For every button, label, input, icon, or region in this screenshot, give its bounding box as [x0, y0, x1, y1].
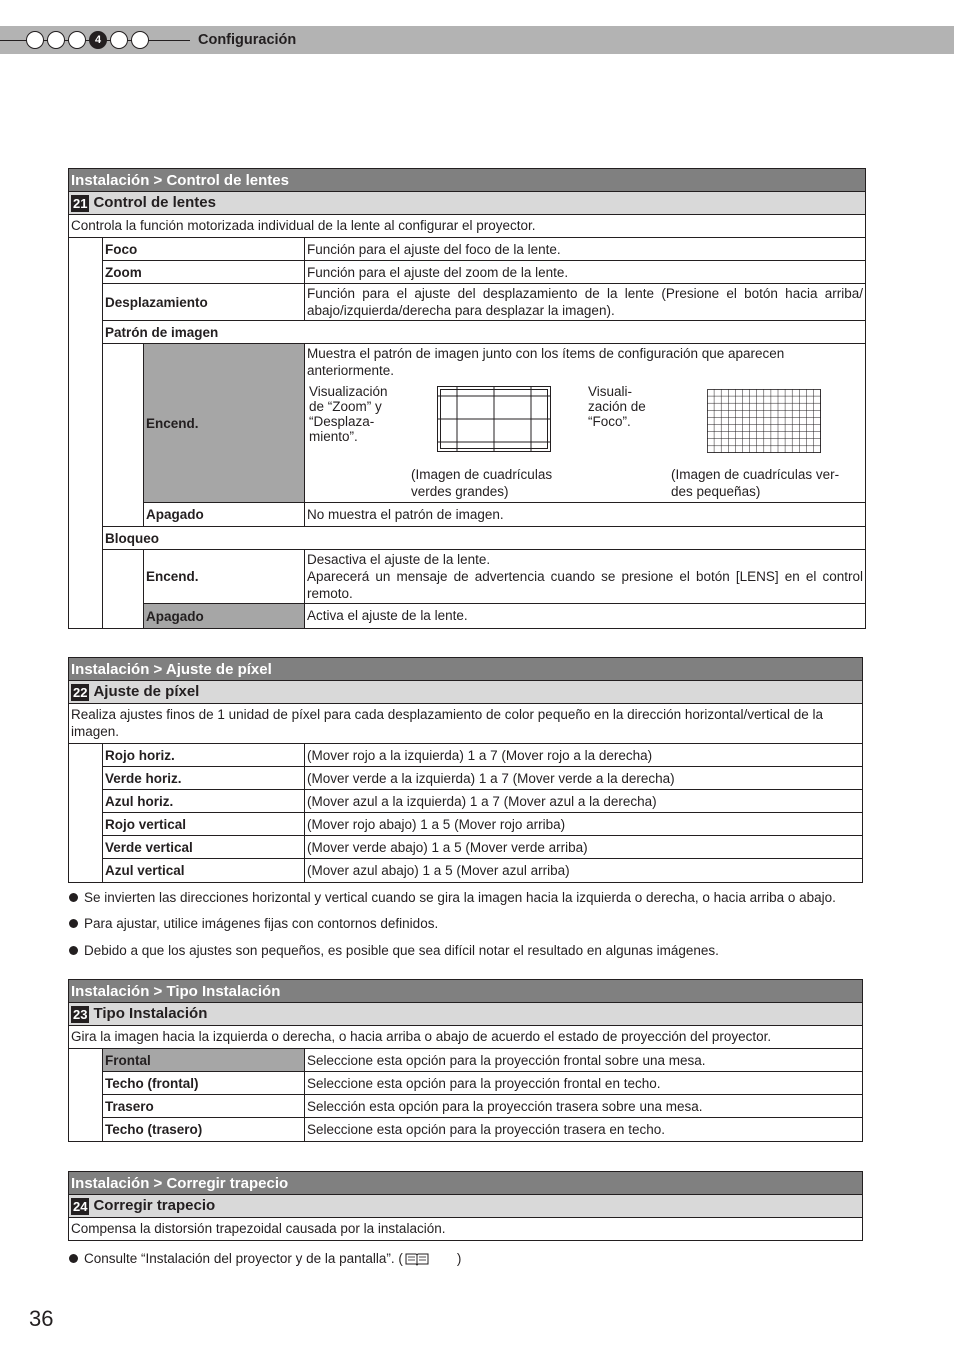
section-description: Realiza ajustes finos de 1 unidad de píxel para cada desplazamiento de color pequeño en la dirección horizontal/vertical de la imagen. [69, 704, 862, 744]
row-label: Patrón de imagen [105, 324, 219, 340]
row-label: Zoom [103, 261, 305, 283]
large-grid-caption: (Imagen de cuadrículas verdes grandes) [411, 467, 553, 499]
table-row [144, 503, 865, 526]
table-row [103, 284, 865, 321]
subsection-label: Ajuste de píxel [93, 683, 200, 700]
chapter-indicator [26, 31, 149, 49]
row-value: Selección esta opción para la proyección trasera sobre una mesa. [307, 1099, 703, 1114]
row-value: Activa el ajuste de la lente. [307, 608, 468, 623]
note-text: Consulte “Instalación del proyector y de la pantalla”. ( [84, 1251, 403, 1266]
table-row [103, 859, 862, 882]
row-label: Apagado [144, 503, 305, 526]
lock-label-row [103, 527, 865, 550]
row-label: Rojo horiz. [103, 744, 305, 766]
table-row [103, 836, 862, 859]
row-label: Rojo vertical [103, 813, 305, 835]
table-row [103, 1072, 862, 1095]
small-grid-caption: (Imagen de cuadrículas ver- des pequeñas) [671, 467, 840, 499]
bullet-icon [69, 919, 78, 928]
page-number: 36 [29, 1306, 54, 1331]
note-text: Se invierten las direcciones horizontal y vertical cuando se gira la imagen hacia la izquierda o derecha, o hacia arriba o abajo. [84, 890, 836, 905]
subsection-label: Corregir trapecio [93, 1197, 216, 1214]
row-label: Verde vertical [103, 836, 305, 858]
row-label: Encend. [144, 550, 305, 603]
row-label: Bloqueo [105, 530, 159, 546]
pattern-label-row [103, 321, 865, 344]
note-text: Para ajustar, utilice imágenes fijas con contornos definidos. [84, 916, 439, 931]
section-description: Compensa la distorsión trapezoidal causada por la instalación. [71, 1221, 446, 1236]
row-label: Azul vertical [103, 859, 305, 882]
chapter-circle-active-icon: 4 [89, 31, 107, 49]
row-label: Techo (frontal) [103, 1072, 305, 1094]
row-label: Azul horiz. [103, 790, 305, 812]
item-number: 22 [73, 684, 88, 700]
row-value: Seleccione esta opción para la proyección frontal en techo. [307, 1076, 661, 1091]
lens-control-section [68, 168, 866, 629]
table-row [103, 744, 862, 767]
section-title: Instalación > Control de lentes [69, 169, 865, 192]
subsection-label: Tipo Instalación [93, 1005, 208, 1022]
table-row [103, 813, 862, 836]
row-value: Seleccione esta opción para la proyección frontal sobre una mesa. [307, 1053, 706, 1068]
row-value: Seleccione esta opción para la proyección trasera en techo. [307, 1122, 665, 1137]
note-text: Debido a que los ajustes son pequeños, es posible que sea difícil notar el resultado en algunas imágenes. [84, 943, 719, 958]
lock-on-cell [305, 550, 865, 603]
bullet-icon [69, 1254, 78, 1263]
pixel-adjust-section [68, 657, 863, 883]
section-description: Controla la función motorizada individual de la lente al configurar el proyector. [69, 215, 865, 238]
row-label: Apagado [144, 604, 305, 628]
table-row [144, 604, 865, 628]
row-value: Función para el ajuste del zoom de la lente. [307, 265, 569, 280]
small-grid-icon [707, 389, 821, 453]
table-row [103, 238, 865, 261]
table-row [103, 1118, 862, 1141]
item-number: 21 [73, 195, 88, 211]
zoom-caption: Visualización de “Zoom” y “Desplaza- miento”. [309, 384, 388, 444]
table-row [103, 261, 865, 284]
row-value: Función para el ajuste del desplazamiento de la lente (Presione el botón hacia arriba/ abajo/izquierda/derecha para desplazar la imagen). [307, 286, 863, 318]
pixel-rows [69, 744, 862, 882]
table-row [144, 344, 865, 503]
row-value: (Mover verde abajo) 1 a 5 (Mover verde arriba) [307, 840, 588, 855]
row-value: Aparecerá un mensaje de advertencia cuando se presione el botón [LENS] en el control remoto. [307, 569, 863, 601]
row-value: (Mover rojo a la izquierda) 1 a 7 (Mover rojo a la derecha) [307, 748, 653, 763]
row-value: (Mover verde a la izquierda) 1 a 7 (Mover verde a la derecha) [307, 771, 675, 786]
install-rows [69, 1049, 862, 1141]
subsection-title [69, 192, 865, 215]
subsection-title [69, 681, 862, 704]
row-label: Desplazamiento [103, 284, 305, 320]
book-reference-icon [405, 1252, 429, 1266]
section-description: Gira la imagen hacia la izquierda o derecha, o hacia arriba o abajo de acuerdo el estado de proyección del proyector. [69, 1026, 862, 1049]
chapter-circle-icon [47, 31, 65, 49]
table-row [103, 790, 862, 813]
chapter-title: Configuración [198, 32, 297, 48]
row-value: (Mover rojo abajo) 1 a 5 (Mover rojo arriba) [307, 817, 566, 832]
pattern-on-cell [305, 344, 865, 502]
row-label: Foco [103, 238, 305, 260]
row-label: Encend. [144, 344, 305, 502]
row-value: (Mover azul abajo) 1 a 5 (Mover azul arriba) [307, 863, 570, 878]
lens-rows [69, 238, 865, 628]
keystone-section [68, 1171, 863, 1241]
row-value: No muestra el patrón de imagen. [307, 507, 504, 522]
lock-options [103, 550, 865, 628]
row-label: Verde horiz. [103, 767, 305, 789]
note-item [68, 942, 719, 959]
chapter-circle-icon [68, 31, 86, 49]
section-title: Instalación > Tipo Instalación [69, 980, 862, 1003]
large-grid-icon [437, 386, 551, 452]
row-label: Frontal [103, 1049, 305, 1071]
row-label: Trasero [103, 1095, 305, 1117]
table-row [103, 1049, 862, 1072]
table-row [144, 550, 865, 604]
row-value: Función para el ajuste del foco de la lente. [307, 242, 561, 257]
row-value: (Mover azul a la izquierda) 1 a 7 (Mover azul a la derecha) [307, 794, 657, 809]
row-label: Techo (trasero) [103, 1118, 305, 1141]
chapter-circle-icon [110, 31, 128, 49]
chapter-circle-icon [131, 31, 149, 49]
subsection-title [69, 1195, 862, 1218]
chapter-circle-icon [26, 31, 44, 49]
note-item [68, 915, 438, 932]
item-number: 24 [73, 1198, 88, 1214]
table-row [103, 1095, 862, 1118]
bullet-icon [69, 946, 78, 955]
note-item [68, 1250, 461, 1267]
note-text-end: ) [456, 1251, 462, 1266]
section-title: Instalación > Corregir trapecio [69, 1172, 862, 1195]
section-title: Instalación > Ajuste de píxel [69, 658, 862, 681]
subsection-label: Control de lentes [93, 194, 216, 211]
bullet-icon [69, 893, 78, 902]
pattern-options [103, 344, 865, 527]
row-value: Desactiva el ajuste de la lente. [307, 552, 491, 567]
table-row [103, 767, 862, 790]
item-number: 23 [73, 1006, 88, 1022]
install-type-section [68, 979, 863, 1142]
row-value: Muestra el patrón de imagen junto con los ítems de configuración que aparecen anteriormente. [307, 346, 785, 378]
note-item [68, 889, 836, 906]
focus-caption: Visuali- zación de “Foco”. [588, 384, 646, 429]
subsection-title [69, 1003, 862, 1026]
